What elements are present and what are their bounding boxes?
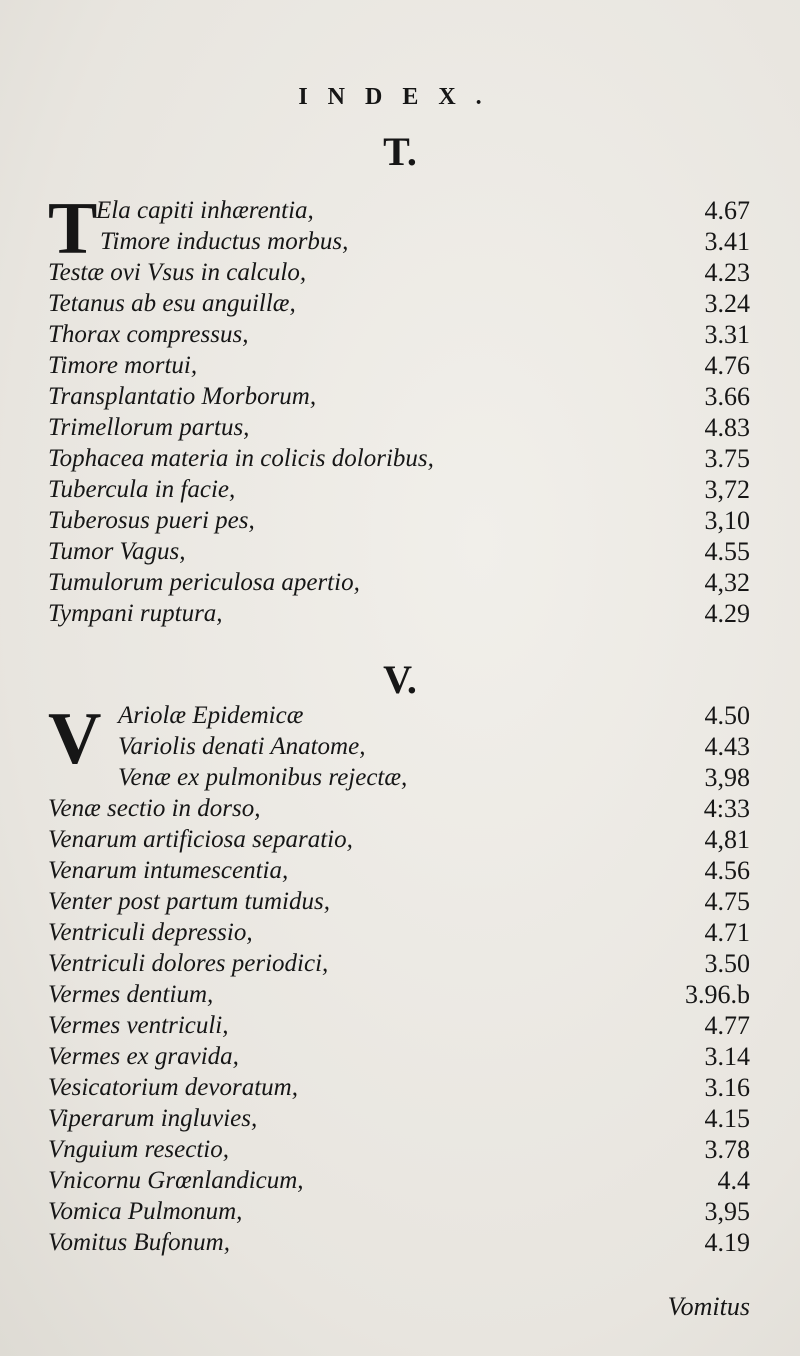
index-entry	[0, 886, 800, 917]
index-entry	[0, 598, 800, 629]
entry-page-number: 4.4	[717, 1165, 750, 1195]
entry-page-number: 4,32	[704, 567, 750, 597]
entry-page-number: 4.55	[704, 536, 750, 566]
entry-page-number: 3.50	[704, 948, 750, 978]
entry-text: Venæ ex pulmonibus rejectæ,	[118, 763, 408, 791]
entry-page-number: 4.75	[704, 886, 750, 916]
entry-page-number: 4.71	[704, 917, 750, 947]
index-entry	[0, 1103, 800, 1134]
entry-page-number: 4.56	[704, 855, 750, 885]
section-letter-t: T.	[383, 129, 417, 174]
entry-page-number: 4.77	[704, 1010, 750, 1040]
entry-text: Venter post partum tumidus,	[48, 887, 330, 915]
entry-text: Tubercula in facie,	[48, 475, 236, 503]
entry-page-number: 3.66	[704, 381, 750, 411]
entry-text: Variolis denati Anatome,	[118, 732, 366, 760]
entry-page-number: 3.16	[704, 1072, 750, 1102]
entry-text: Testæ ovi Vsus in calculo,	[48, 258, 307, 286]
catchword: Vomitus	[667, 1292, 750, 1321]
index-entry	[0, 948, 800, 979]
index-entry	[0, 505, 800, 536]
index-entry	[0, 1134, 800, 1165]
entry-page-number: 4.83	[704, 412, 750, 442]
index-entry	[0, 474, 800, 505]
entry-text: Ventriculi depressio,	[48, 918, 253, 946]
entry-text: Tumulorum periculosa apertio,	[48, 568, 360, 596]
entry-text: Ventriculi dolores periodici,	[48, 949, 329, 977]
entry-text: Timore mortui,	[48, 351, 198, 379]
index-entry	[0, 319, 800, 350]
index-entry	[0, 257, 800, 288]
entry-text: Vomitus Bufonum,	[48, 1228, 230, 1256]
entry-page-number: 4:33	[703, 793, 750, 823]
entry-page-number: 3.14	[704, 1041, 750, 1071]
entry-page-number: 4.19	[704, 1227, 750, 1257]
entry-text: Tympani ruptura,	[48, 599, 223, 627]
index-entry	[0, 1072, 800, 1103]
entry-text: Vnicornu Grœnlandicum,	[48, 1166, 304, 1194]
entry-text: Vnguium resectio,	[48, 1135, 229, 1163]
entry-text: Tumor Vagus,	[48, 537, 186, 565]
entry-page-number: 4.43	[704, 731, 750, 761]
index-entry	[0, 195, 800, 226]
index-entry	[0, 917, 800, 948]
index-list-t	[0, 195, 800, 629]
entry-text: Viperarum ingluvies,	[48, 1104, 258, 1132]
entry-text: Venarum artificiosa separatio,	[48, 825, 353, 853]
index-entry	[0, 762, 800, 793]
entry-text: Tophacea materia in colicis doloribus,	[48, 444, 434, 472]
entry-text: Tuberosus pueri pes,	[48, 506, 255, 534]
index-entry	[0, 412, 800, 443]
entry-page-number: 3.96.b	[685, 979, 750, 1009]
entry-text: Thorax compressus,	[48, 320, 249, 348]
index-entry	[0, 700, 800, 731]
entry-page-number: 3,72	[704, 474, 750, 504]
entry-page-number: 4.76	[704, 350, 750, 380]
entry-page-number: 3.78	[704, 1134, 750, 1164]
entry-page-number: 3.24	[704, 288, 750, 318]
page-header: INDEX.	[298, 84, 502, 110]
entry-page-number: 4.50	[704, 700, 750, 730]
index-entry	[0, 443, 800, 474]
index-list-v	[0, 700, 800, 1258]
entry-text: Trimellorum partus,	[48, 413, 250, 441]
dropcap-v: V	[48, 698, 102, 780]
entry-text: Venæ sectio in dorso,	[48, 794, 261, 822]
index-entry	[0, 1041, 800, 1072]
index-entry	[0, 381, 800, 412]
entry-page-number: 3.41	[704, 226, 750, 256]
index-entry	[0, 567, 800, 598]
entry-page-number: 3,95	[704, 1196, 750, 1226]
entry-page-number: 4.29	[704, 598, 750, 628]
entry-text: Vermes ventriculi,	[48, 1011, 229, 1039]
entry-page-number: 3,10	[704, 505, 750, 535]
entry-text: Vermes dentium,	[48, 980, 214, 1008]
entry-text: Vesicatorium devoratum,	[48, 1073, 298, 1101]
index-entry	[0, 793, 800, 824]
index-entry	[0, 226, 800, 257]
entry-page-number: 3.31	[704, 319, 750, 349]
entry-text: Tetanus ab esu anguillæ,	[48, 289, 296, 317]
entry-page-number: 4.15	[704, 1103, 750, 1133]
index-entry	[0, 1010, 800, 1041]
entry-text: Ariolæ Epidemicæ	[118, 701, 304, 729]
entry-page-number: 3,98	[704, 762, 750, 792]
entry-text: Venarum intumescentia,	[48, 856, 289, 884]
section-letter-v: V.	[383, 657, 417, 702]
entry-page-number: 3.75	[704, 443, 750, 473]
entry-text: Vermes ex gravida,	[48, 1042, 239, 1070]
entry-text: Timore inductus morbus,	[100, 227, 349, 255]
index-entry	[0, 1227, 800, 1258]
index-entry	[0, 1165, 800, 1196]
entry-page-number: 4.67	[704, 195, 750, 225]
index-entry	[0, 350, 800, 381]
dropcap-t: T	[48, 188, 98, 270]
index-entry	[0, 288, 800, 319]
index-entry	[0, 731, 800, 762]
index-entry	[0, 979, 800, 1010]
index-entry	[0, 536, 800, 567]
entry-page-number: 4,81	[704, 824, 750, 854]
index-entry	[0, 824, 800, 855]
entry-text: Vomica Pulmonum,	[48, 1197, 243, 1225]
index-entry	[0, 1196, 800, 1227]
entry-text: Ela capiti inhærentia,	[96, 196, 314, 224]
entry-text: Transplantatio Morborum,	[48, 382, 317, 410]
index-entry	[0, 855, 800, 886]
entry-page-number: 4.23	[704, 257, 750, 287]
